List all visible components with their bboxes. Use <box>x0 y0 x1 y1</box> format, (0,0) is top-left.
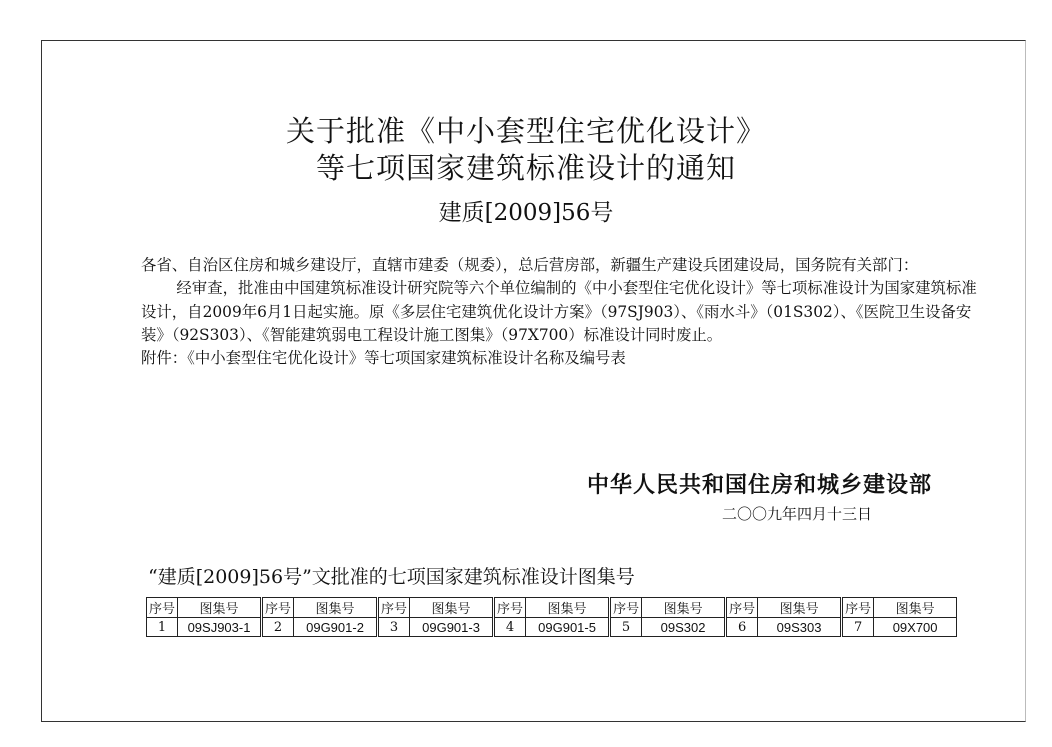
atlas-number-table <box>146 597 957 637</box>
header-index: 序号 <box>262 598 294 618</box>
entry-index: 6 <box>726 618 758 637</box>
header-code: 图集号 <box>526 598 610 618</box>
header-code: 图集号 <box>874 598 957 618</box>
entry-code: 09G901-2 <box>294 618 378 637</box>
header-index: 序号 <box>494 598 526 618</box>
entry-code: 09G901-5 <box>526 618 610 637</box>
notice-title-line1: 关于批准《中小套型住宅优化设计》 <box>285 114 766 148</box>
approval-paragraph: 经审查，批准由中国建筑标准设计研究院等六个单位编制的《中小套型住宅优化设计》等七项标准设计为国家建筑标准设计，自2009年6月1日起实施。原《多层住宅建筑优化设计方案》（97SJ903）、《雨水斗》（01S302）、《医院卫生设备安装》（92S303）、《智能建筑弱电工程设计施工图集》（97X700）标准设计同时废止。 <box>141 279 977 344</box>
header-index: 序号 <box>610 598 642 618</box>
header-index: 序号 <box>726 598 758 618</box>
entry-code: 09G901-3 <box>410 618 494 637</box>
header-code: 图集号 <box>642 598 726 618</box>
entry-index: 1 <box>147 618 178 637</box>
table-row <box>147 618 957 637</box>
attachment-paragraph: 附件：《中小套型住宅优化设计》等七项国家建筑标准设计名称及编号表 <box>141 349 626 368</box>
header-code: 图集号 <box>410 598 494 618</box>
atlas-list-title: “建质[2009]56号”文批准的七项国家建筑标准设计图集号 <box>148 566 635 588</box>
entry-code: 09S302 <box>642 618 726 637</box>
entry-index: 2 <box>262 618 294 637</box>
notice-title-line2: 等七项国家建筑标准设计的通知 <box>315 151 736 185</box>
entry-code: 09S303 <box>758 618 842 637</box>
header-code: 图集号 <box>178 598 262 618</box>
header-index: 序号 <box>378 598 410 618</box>
table-header-row <box>147 598 957 618</box>
notice-body <box>141 254 981 370</box>
document-number: 建质[2009]56号 <box>438 200 614 226</box>
entry-index: 7 <box>842 618 874 637</box>
header-code: 图集号 <box>758 598 842 618</box>
header-index: 序号 <box>147 598 178 618</box>
header-index: 序号 <box>842 598 874 618</box>
header-code: 图集号 <box>294 598 378 618</box>
entry-code: 09X700 <box>874 618 957 637</box>
issue-date: 二〇〇九年四月十三日 <box>721 505 872 523</box>
entry-index: 5 <box>610 618 642 637</box>
issuing-authority: 中华人民共和国住房和城乡建设部 <box>586 473 932 498</box>
entry-index: 3 <box>378 618 410 637</box>
entry-code: 09SJ903-1 <box>178 618 262 637</box>
addressee-paragraph: 各省、自治区住房和城乡建设厅，直辖市建委（规委），总后营房部，新疆生产建设兵团建设局，国务院有关部门： <box>141 256 919 274</box>
entry-index: 4 <box>494 618 526 637</box>
